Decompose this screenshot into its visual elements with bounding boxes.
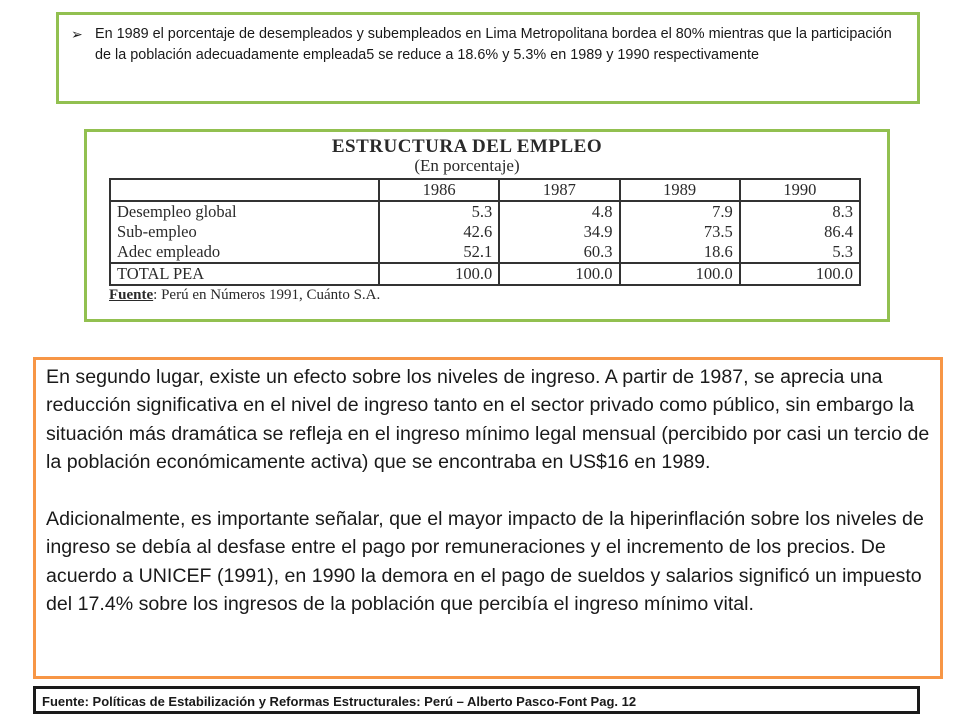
year-header: 1989 xyxy=(620,179,740,201)
source-citation-box xyxy=(33,686,920,714)
table-row xyxy=(110,201,860,222)
row-label: Sub-empleo xyxy=(110,222,379,242)
cell-value: 100.0 xyxy=(379,263,499,285)
income-paragraph-box xyxy=(33,357,943,679)
row-label: TOTAL PEA xyxy=(110,263,379,285)
table-source xyxy=(109,287,380,304)
cell-value: 73.5 xyxy=(620,222,740,242)
table-source-label: Fuente xyxy=(109,287,154,303)
year-header: 1987 xyxy=(499,179,619,201)
table-source-text: : Perú en Números 1991, Cuánto S.A. xyxy=(153,287,381,303)
cell-value: 18.6 xyxy=(620,242,740,263)
employment-table xyxy=(109,178,861,286)
cell-value: 42.6 xyxy=(379,222,499,242)
cell-value: 5.3 xyxy=(379,201,499,222)
bullet-box xyxy=(56,12,920,104)
cell-value: 86.4 xyxy=(740,222,860,242)
table-title: ESTRUCTURA DEL EMPLEO xyxy=(331,136,603,157)
paragraph: En segundo lugar, existe un efecto sobre los niveles de ingreso. A partir de 1987, se aprecia una reducción significativa en el nivel de ingreso tanto en el sector privado como público, sin embargo la situación más dramática se refleja en el ingreso mínimo legal mensual (percibido por casi un tercio de la población económicamente activa) que se encontraba en US$16 en 1989. xyxy=(46,366,930,474)
table-row xyxy=(110,222,860,242)
cell-value: 100.0 xyxy=(620,263,740,285)
row-label: Desempleo global xyxy=(110,201,379,222)
cell-value: 60.3 xyxy=(499,242,619,263)
cell-value: 4.8 xyxy=(499,201,619,222)
employment-table-panel xyxy=(84,129,890,322)
source-citation: Fuente: Políticas de Estabilización y Reformas Estructurales: Perú – Alberto Pasco-Font Pag. 12 xyxy=(42,694,637,709)
cell-value: 5.3 xyxy=(740,242,860,263)
paragraph-container xyxy=(46,363,934,619)
table-row xyxy=(110,242,860,263)
header-blank xyxy=(110,179,379,201)
bullet-text: En 1989 el porcentaje de desempleados y subempleados en Lima Metropolitana bordea el 80% mientras que la participación de la población adecuadamente empleada5 se reduce a 18.6% y 5.3% en 1989 y 1990 respectivamente xyxy=(95,26,892,63)
arrow-bullet-icon: ➢ xyxy=(71,26,83,42)
bullet-item xyxy=(71,24,907,66)
cell-value: 52.1 xyxy=(379,242,499,263)
table-header-row xyxy=(110,179,860,201)
cell-value: 100.0 xyxy=(740,263,860,285)
year-header: 1986 xyxy=(379,179,499,201)
table-total-row xyxy=(110,263,860,285)
cell-value: 100.0 xyxy=(499,263,619,285)
row-label: Adec empleado xyxy=(110,242,379,263)
cell-value: 34.9 xyxy=(499,222,619,242)
cell-value: 8.3 xyxy=(740,201,860,222)
paragraph: Adicionalmente, es importante señalar, que el mayor impacto de la hiperinflación sobre los niveles de ingreso se debía al desfase entre el pago por remuneraciones y el incremento de los precios. De acuerdo a UNICEF (1991), en 1990 la demora en el pago de sueldos y salarios significó un impuesto del 17.4% sobre los ingresos de la población que percibía el ingreso mínimo vital. xyxy=(46,508,924,616)
cell-value: 7.9 xyxy=(620,201,740,222)
table-subtitle: (En porcentaje) xyxy=(414,156,520,175)
year-header: 1990 xyxy=(740,179,860,201)
